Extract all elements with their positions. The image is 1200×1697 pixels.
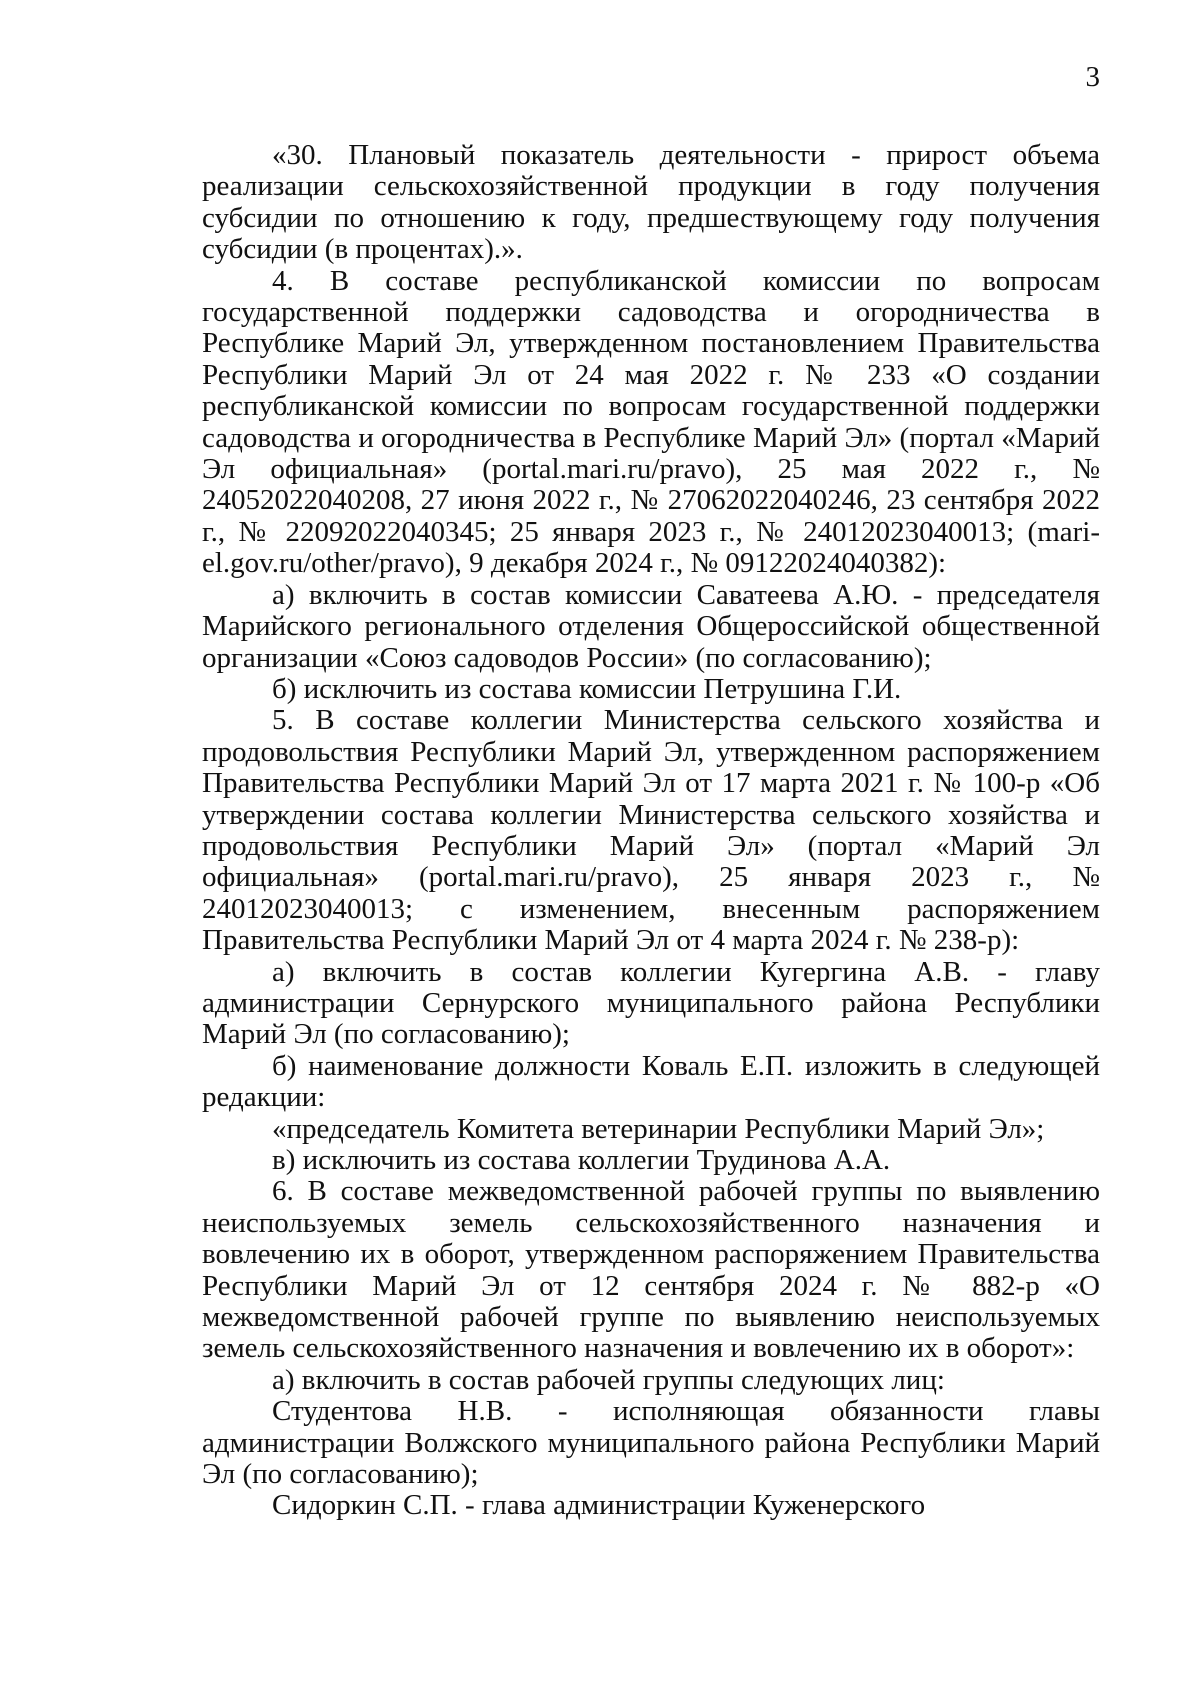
- paragraph-item-6a-studentova: Студентова Н.В. - исполняющая обязанности главы администрации Волжского муниципального района Республики Марий Эл (по согласованию);: [202, 1395, 1100, 1491]
- paragraph-plan-indicator: «30. Плановый показатель деятельности - прирост объема реализации сельскохозяйственной продукции в году получения субсидии по отношению к году, предшествующему году получения субсидии (в процентах).».: [202, 139, 1100, 266]
- paragraph-item-5a: а) включить в состав коллегии Кугергина А.В. - главу администрации Сернурского муниципального района Республики Марий Эл (по согласованию);: [202, 955, 1100, 1051]
- paragraph-item-4b: б) исключить из состава комиссии Петрушина Г.И.: [272, 672, 902, 705]
- paragraph-item-6a: а) включить в состав рабочей группы следующих лиц:: [272, 1363, 945, 1396]
- paragraph-item-5b-quote: «председатель Комитета ветеринарии Республики Марий Эл»;: [272, 1112, 1045, 1145]
- paragraph-item-5c: в) исключить из состава коллегии Трудинова А.А.: [272, 1144, 891, 1176]
- page-number: 3: [1085, 61, 1100, 93]
- paragraph-item-4: 4. В составе республиканской комиссии по вопросам государственной поддержки садоводства и огородничества в Республике Марий Эл, утвержденном постановлением Правительства Республики Марий Эл от 24 мая 2022 г. № 233 «О создании республиканской комиссии по вопросам государственной поддержки садоводства и огородничества в Республике Марий Эл» (портал «Марий Эл официальная» (portal.mari.ru/pravo), 25 мая 2022 г., № 24052022040208, 27 июня 2022 г., № 27062022040246, 23 сентября 2022 г., № 22092022040345; 25 января 2023 г., № 24012023040013; (mari-el.gov.ru/other/pravo), 9 декабря 2024 г., № 09122024040382):: [202, 264, 1100, 580]
- paragraph-item-6a-sidorkin: Сидоркин С.П. - глава администрации Куженерского: [272, 1489, 926, 1522]
- paragraph-item-4a: а) включить в состав комиссии Саватеева А.Ю. - председателя Марийского регионального отделения Общероссийской общественной организации «Союз садоводов России» (по согласованию);: [202, 578, 1100, 674]
- paragraph-item-5: 5. В составе коллегии Министерства сельского хозяйства и продовольствия Республики Марий Эл, утвержденном распоряжением Правительства Республики Марий Эл от 17 марта 2021 г. № 100-р «Об утверждении состава коллегии Министерства сельского хозяйства и продовольствия Республики Марий Эл» (портал «Марий Эл официальная» (portal.mari.ru/pravo), 25 января 2023 г., № 24012023040013; с изменением, внесенным распоряжением Правительства Республики Марий Эл от 4 марта 2024 г. № 238-р):: [202, 704, 1100, 957]
- paragraph-item-5b: б) наименование должности Коваль Е.П. изложить в следующей редакции:: [202, 1049, 1100, 1114]
- paragraph-item-6: 6. В составе межведомственной рабочей группы по выявлению неиспользуемых земель сельскохозяйственного назначения и вовлечению их в оборот, утвержденном распоряжением Правительства Республики Марий Эл от 12 сентября 2024 г. № 882-р «О межведомственной рабочей группе по выявлению неиспользуемых земель сельскохозяйственного назначения и вовлечению их в оборот»:: [202, 1175, 1100, 1365]
- document-body: [202, 140, 1100, 1522]
